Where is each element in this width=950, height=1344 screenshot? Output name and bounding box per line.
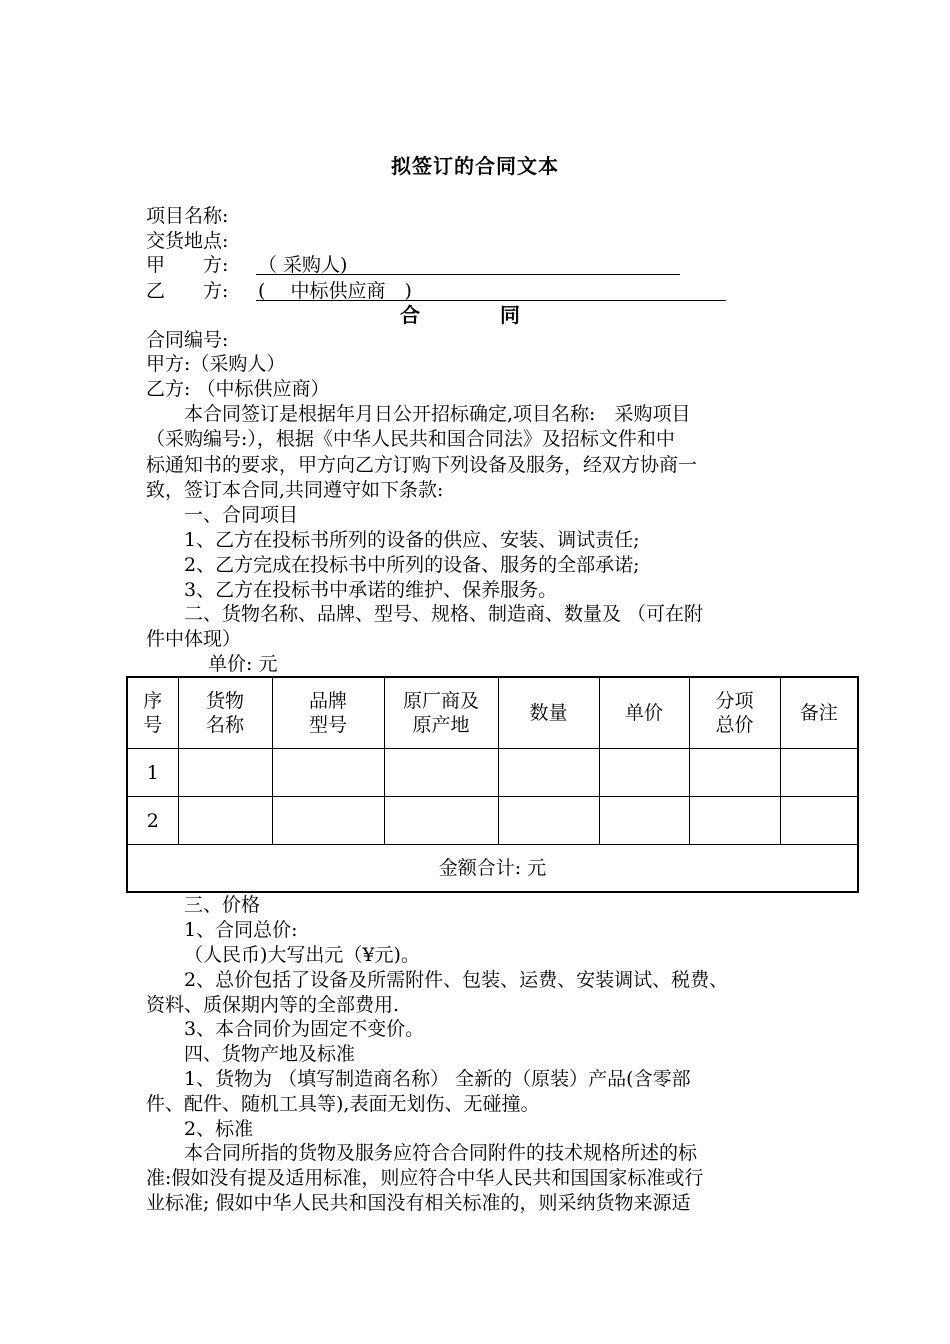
table-cell	[272, 749, 384, 797]
table-cell	[384, 797, 498, 845]
section-4-item: 1、货物为 （填写制造商名称） 全新的（原装）产品(含零部	[184, 1068, 691, 1090]
header-cell-brand-model: 品牌 型号	[272, 677, 384, 749]
table-header-row	[127, 677, 858, 749]
table-cell	[780, 749, 858, 797]
table-cell	[689, 749, 780, 797]
table-cell	[178, 749, 272, 797]
table-cell	[498, 749, 599, 797]
contract-number-label: 合同编号:	[146, 329, 229, 351]
party-b-underline	[256, 300, 726, 301]
header-cell-goods-name: 货物 名称	[178, 677, 272, 749]
party-a-label: 甲 方:	[146, 254, 229, 276]
section-4-text: 准:假如没有提及适用标准，则应符合中华人民共和国国家标准或行	[146, 1167, 704, 1189]
table-cell	[599, 749, 689, 797]
table-row	[127, 797, 858, 845]
party-b-label: 乙 方:	[146, 280, 229, 302]
intro-line: （采购编号:），根据《中华人民共和国合同法》及招标文件和中	[146, 428, 675, 450]
table-total-row	[127, 845, 858, 893]
party-a-line: 甲方:（采购人）	[146, 353, 286, 375]
table-cell	[498, 797, 599, 845]
row-number-cell: 1	[127, 749, 178, 797]
section-4-subheading: 2、标准	[184, 1118, 254, 1140]
section-1-item: 2、乙方完成在投标书中所列的设备、服务的全部承诺;	[184, 554, 640, 576]
section-3-item-cont: 资料、质保期内等的全部费用.	[146, 994, 400, 1016]
intro-line: 致，签订本合同,共同遵守如下条款:	[146, 479, 444, 501]
section-3-item: 2、总价包括了设备及所需附件、包装、运费、安装调试、税费、	[184, 969, 729, 991]
header-cell-no: 序 号	[127, 677, 178, 749]
header-cell-quantity: 数量	[498, 677, 599, 749]
project-name-label: 项目名称:	[146, 205, 229, 227]
delivery-location-label: 交货地点:	[146, 230, 229, 252]
header-cell-unit-price: 单价	[599, 677, 689, 749]
row-number-cell: 2	[127, 797, 178, 845]
intro-line: 标通知书的要求，甲方向乙方订购下列设备及服务，经双方协商一	[146, 454, 698, 476]
section-4-text: 业标准; 假如中华人民共和国没有相关标准的，则采纳货物来源适	[146, 1192, 691, 1214]
section-2-heading-cont: 件中体现）	[146, 628, 242, 650]
header-cell-subtotal: 分项 总价	[689, 677, 780, 749]
table-cell	[780, 797, 858, 845]
section-4-text: 本合同所指的货物及服务应符合合同附件的技术规格所述的标	[184, 1142, 698, 1164]
table-cell	[599, 797, 689, 845]
table-cell	[272, 797, 384, 845]
header-cell-remarks: 备注	[780, 677, 858, 749]
contract-heading: 合 同	[400, 303, 550, 327]
total-amount-cell: 金额合计: 元	[127, 845, 858, 893]
party-a-value: （ 采购人)	[258, 254, 348, 276]
table-cell	[689, 797, 780, 845]
unit-price-label: 单价: 元	[208, 653, 278, 675]
header-cell-manufacturer-origin: 原厂商及 原产地	[384, 677, 498, 749]
section-4-item-cont: 件、配件、随机工具等),表面无划伤、无碰撞。	[146, 1093, 540, 1115]
party-b-line: 乙方: （中标供应商）	[146, 378, 330, 400]
section-3-item: 1、合同总价:	[184, 919, 298, 941]
document-title: 拟签订的合同文本	[391, 154, 559, 178]
table-cell	[384, 749, 498, 797]
section-1-item: 3、乙方在投标书中承诺的维护、保养服务。	[184, 579, 558, 601]
section-3-item: 3、本合同价为固定不变价。	[184, 1018, 425, 1040]
goods-table	[126, 676, 859, 893]
intro-line: 本合同签订是根据年月日公开招标确定,项目名称: 采购项目	[184, 403, 691, 425]
section-2-heading: 二、货物名称、品牌、型号、规格、制造商、数量及 （可在附	[184, 603, 704, 625]
section-1-heading: 一、合同项目	[184, 504, 299, 526]
table-row	[127, 749, 858, 797]
table-cell	[178, 797, 272, 845]
section-1-item: 1、乙方在投标书所列的设备的供应、安装、调试责任;	[184, 529, 640, 551]
section-3-heading: 三、价格	[184, 894, 261, 916]
party-a-underline	[256, 274, 680, 275]
section-4-heading: 四、货物产地及标准	[184, 1043, 356, 1065]
section-3-item-text: （人民币)大写出元（¥元)。	[184, 944, 420, 966]
party-b-value: ( 中标供应商 )	[258, 280, 412, 302]
